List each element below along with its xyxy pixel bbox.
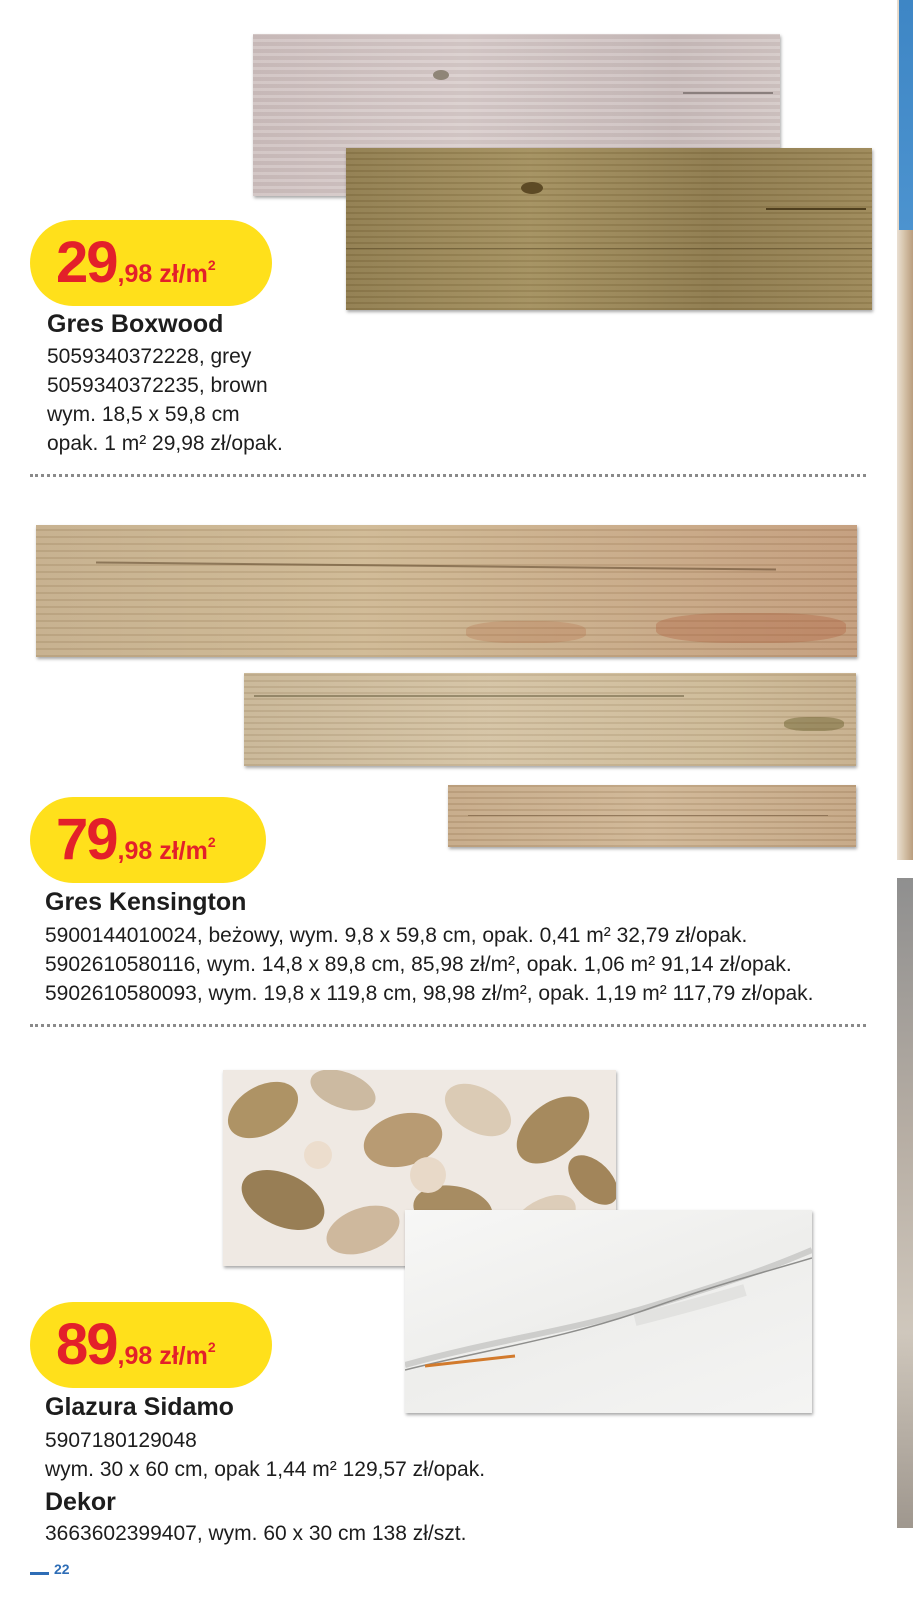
price-decimal: ,98 $zł/m^2$: [117, 257, 216, 288]
edge-blue-strip: [899, 0, 913, 230]
page-number: 22: [54, 1561, 70, 1577]
price-main: 29: [56, 230, 117, 295]
price-decimal: ,98 $zł/m^2$: [117, 834, 216, 865]
price-main: 89: [56, 1312, 117, 1377]
tile-image-kensington-large: [36, 525, 857, 657]
product-line: 5907180129048: [45, 1429, 197, 1452]
product-name: Gres Kensington: [45, 888, 247, 916]
price-badge-boxwood: [30, 220, 272, 306]
product-line: 5059340372235, brown: [47, 374, 268, 397]
product-name: Glazura Sidamo: [45, 1393, 234, 1421]
price-main: 79: [56, 807, 117, 872]
product-line: 5902610580116, wym. 14,8 x 89,8 cm, 85,98 zł/m², opak. 1,06 m² 91,14 zł/opak.: [45, 953, 792, 976]
price-decimal: ,98 $zł/m^2$: [117, 1339, 216, 1370]
product-line: 5902610580093, wym. 19,8 x 119,8 cm, 98,98 zł/m², opak. 1,19 m² 117,79 zł/opak.: [45, 982, 814, 1005]
tile-image-kensington-medium: [244, 673, 856, 766]
tile-image-kensington-small: [448, 785, 856, 847]
product-sub-name: Dekor: [45, 1488, 116, 1516]
dotted-divider: [30, 474, 866, 477]
tile-image-boxwood-brown: [346, 148, 872, 310]
dotted-divider: [30, 1024, 866, 1027]
edge-photo-strip-bottom: [897, 878, 913, 1528]
product-line: 3663602399407, wym. 60 x 30 cm 138 zł/szt.: [45, 1522, 467, 1545]
product-line: wym. 18,5 x 59,8 cm: [47, 403, 240, 426]
product-line: 5059340372228, grey: [47, 345, 252, 368]
price-badge-sidamo: [30, 1302, 272, 1388]
marble-veins: [405, 1210, 812, 1413]
product-line: 5900144010024, beżowy, wym. 9,8 x 59,8 cm, opak. 0,41 m² 32,79 zł/opak.: [45, 924, 748, 947]
page-number-bar: [30, 1572, 49, 1575]
product-line: opak. 1 m² 29,98 zł/opak.: [47, 432, 283, 455]
product-name: Gres Boxwood: [47, 310, 224, 338]
product-line: wym. 30 x 60 cm, opak 1,44 m² 129,57 zł/opak.: [45, 1458, 486, 1481]
price-badge-kensington: [30, 797, 266, 883]
tile-image-sidamo-marble: [405, 1210, 812, 1413]
